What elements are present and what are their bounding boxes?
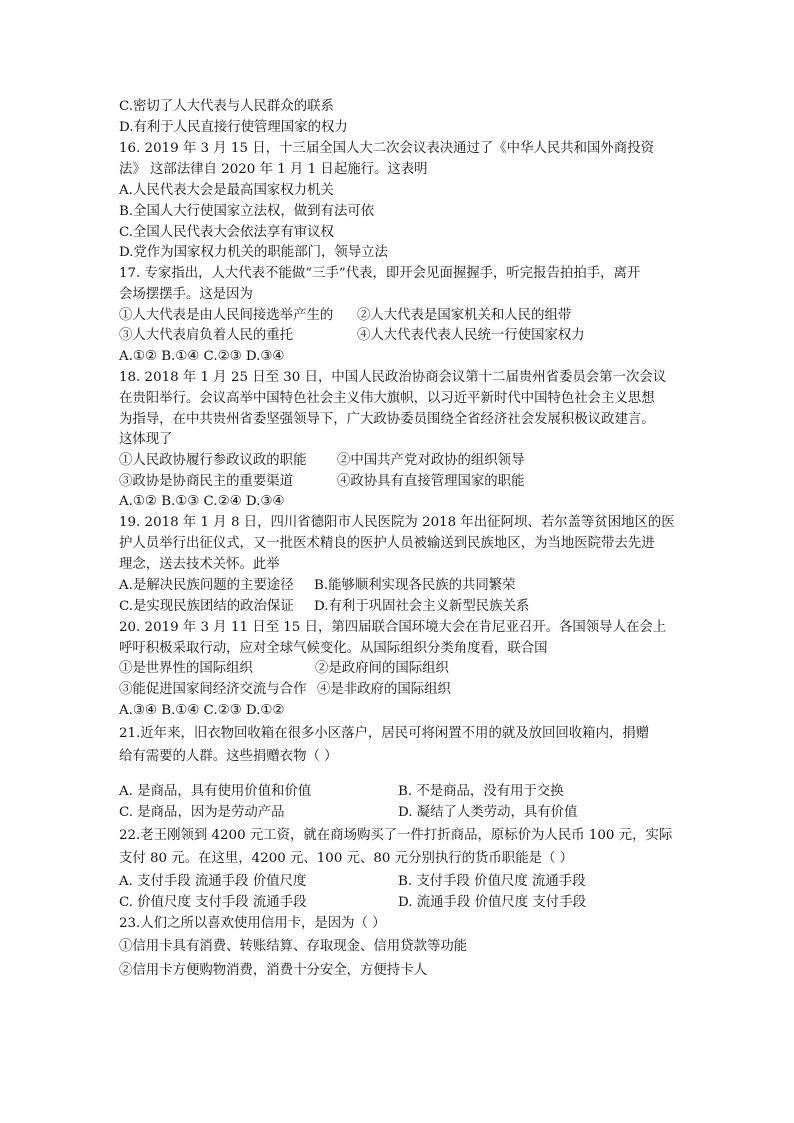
q17-items-row2 — [119, 326, 585, 346]
q22-stem-line2: 支付 80 元。在这里，4200 元、100 元、80 元分别执行的货币职能是（ ） — [119, 851, 574, 866]
q18-items-row1 — [119, 451, 525, 471]
q20-item-4: ④是非政府的国际组织 — [317, 682, 451, 697]
q20-stem-line2: 呼吁积极采取行动，应对全球气候变化。从国际组织分类角度看，联合国 — [119, 641, 548, 656]
q16-option-a: A.人民代表大会是最高国家权力机关 — [119, 183, 334, 198]
q19-option-d: D.有利于巩固社会主义新型民族关系 — [314, 599, 530, 614]
option-d: D.有利于人民直接行使管理国家的权力 — [119, 120, 348, 135]
q18-stem-line2: 在贵阳举行。会议高举中国特色社会主义伟大旗帜，以习近平新时代中国特色社会主义思想 — [119, 391, 655, 406]
q18-item-4: ④政协具有直接管理国家的职能 — [337, 474, 525, 489]
q16-stem-line2: 法》 这部法律自 2020 年 1 月 1 日起施行。这表明 — [119, 162, 428, 177]
q20-items-row2 — [119, 680, 451, 700]
q23-stem: 23.人们之所以喜欢使用信用卡，是因为（ ） — [119, 916, 386, 931]
q19-stem-line1: 19. 2018 年 1 月 8 日，四川省德阳市人民医院为 2018 年出征阿坝、若尔盖等贫困地区的医 — [119, 515, 675, 530]
q18-items-row2 — [119, 472, 525, 492]
q18-stem-line4: 这体现了 — [119, 432, 173, 447]
q19-stem-line3: 理念，送去技术关怀。此举 — [119, 557, 280, 572]
q20-item-2: ②是政府间的国际组织 — [315, 661, 449, 676]
q18-stem-line3: 为指导，在中共贵州省委坚强领导下，广大政协委员围绕全省经济社会发展积极议政建言。 — [119, 412, 655, 427]
q19-options-row2 — [119, 597, 530, 617]
q16-option-c: C.全国人民代表大会依法享有审议权 — [119, 225, 334, 240]
q20-item-3: ③能促进国家间经济交流与合作 — [119, 682, 307, 697]
q18-item-2: ②中国共产党对政协的组织领导 — [337, 453, 525, 468]
q19-stem-line2: 护人员举行出征仪式，又一批医术精良的医护人员被输送到民族地区，为当地医院带去先进 — [119, 536, 655, 551]
q22-option-c: C. 价值尺度 支付手段 流通手段 — [119, 895, 307, 910]
q21-option-a: A. 是商品，具有使用价值和价值 — [119, 784, 312, 799]
q18-item-1: ①人民政协履行参政议政的职能 — [119, 453, 307, 468]
q21-options-row1 — [119, 782, 564, 802]
q23-item-2: ②信用卡方便购物消费，消费十分安全，方便持卡人 — [119, 963, 427, 978]
q17-answers: A.①② B.①④ C.②③ D.③④ — [119, 349, 285, 364]
q22-option-d: D. 流通手段 价值尺度 支付手段 — [398, 895, 586, 910]
q19-option-a: A.是解决民族问题的主要途径 — [119, 578, 294, 593]
q17-item-4: ④人大代表代表人民统一行使国家权力 — [357, 328, 585, 343]
q22-option-a: A. 支付手段 流通手段 价值尺度 — [119, 874, 307, 889]
q16-option-b: B.全国人大行使国家立法权，做到有法可依 — [119, 204, 375, 219]
q21-options-row2 — [119, 803, 578, 823]
q18-item-3: ③政协是协商民主的重要渠道 — [119, 474, 294, 489]
q21-stem-line1: 21.近年来，旧衣物回收箱在很多小区落户，居民可将闲置不用的就及放回回收箱内，捐赠 — [119, 726, 650, 741]
q17-item-1: ①人大代表是由人民间接选举产生的 — [119, 308, 334, 323]
q17-item-3: ③人大代表肩负着人民的重托 — [119, 328, 294, 343]
q17-items-row1 — [119, 306, 572, 326]
q21-option-b: B. 不是商品，没有用于交换 — [398, 784, 564, 799]
q17-stem-line1: 17. 专家指出，人大代表不能做“三手”代表，即开会见面握握手，听完报告拍拍手，离开 — [119, 266, 641, 281]
q16-stem-line1: 16. 2019 年 3 月 15 日，十三届全国人大二次会议表决通过了《中华人民共和国外商投资 — [119, 141, 654, 156]
q16-option-d: D.党作为国家权力机关的职能部门，领导立法 — [119, 245, 388, 260]
q22-option-b: B. 支付手段 价值尺度 流通手段 — [398, 874, 586, 889]
q21-stem-line2: 给有需要的人群。这些捐赠衣物（ ） — [119, 749, 338, 764]
q19-option-b: B.能够顺利实现各民族的共同繁荣 — [314, 578, 516, 593]
q20-items-row1 — [119, 659, 449, 679]
q17-item-2: ②人大代表是国家机关和人民的组带 — [357, 308, 572, 323]
q19-option-c: C.是实现民族团结的政治保证 — [119, 599, 294, 614]
q22-options-row2 — [119, 893, 586, 913]
q22-options-row1 — [119, 872, 586, 892]
q17-stem-line2: 会场摆摆手。这是因为 — [119, 287, 253, 302]
q20-stem-line1: 20. 2019 年 3 月 11 日至 15 日，第四届联合国环境大会在肯尼亚召开。各国领导人在会上 — [119, 620, 667, 635]
option-c: C.密切了人大代表与人民群众的联系 — [119, 99, 334, 114]
q18-answers: A.①② B.①③ C.②④ D.③④ — [119, 494, 285, 509]
q18-stem-line1: 18. 2018 年 1 月 25 日至 30 日，中国人民政治协商会议第十二届贵州省委员会第一次会议 — [119, 370, 667, 385]
q20-item-1: ①是世界性的国际组织 — [119, 661, 253, 676]
q23-item-1: ①信用卡具有消费、转账结算、存取现金、信用贷款等功能 — [119, 939, 468, 954]
q21-option-d: D. 凝结了人类劳动，具有价值 — [398, 805, 578, 820]
q19-options-row1 — [119, 576, 516, 596]
q21-option-c: C. 是商品，因为是劳动产品 — [119, 805, 285, 820]
q22-stem-line1: 22.老王刚领到 4200 元工资，就在商场购买了一件打折商品，原标价为人民币 100 元，实际 — [119, 828, 673, 843]
q20-answers: A.③④ B.①④ C.②③ D.①② — [119, 703, 285, 718]
